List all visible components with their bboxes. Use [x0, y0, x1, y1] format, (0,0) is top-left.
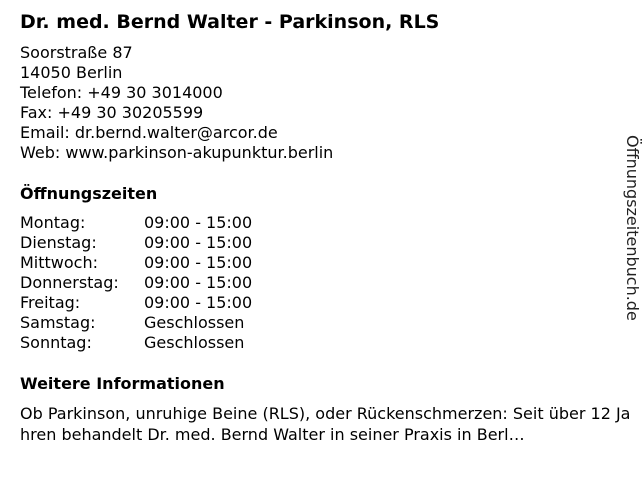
hours-time: 09:00 - 15:00 — [144, 233, 253, 252]
hours-time: 09:00 - 15:00 — [144, 253, 253, 272]
hours-row — [20, 273, 252, 293]
hours-row — [20, 313, 252, 333]
hours-time: 09:00 - 15:00 — [144, 213, 253, 232]
hours-day: Mittwoch: — [20, 253, 98, 272]
address-city: 14050 Berlin — [20, 63, 123, 82]
hours-row — [20, 233, 252, 253]
website-address: Web: www.parkinson-akupunktur.berlin — [20, 143, 334, 162]
hours-row — [20, 333, 252, 353]
hours-time: Geschlossen — [144, 313, 245, 332]
description-text: Ob Parkinson, unruhige Beine (RLS), oder Rückenschmerzen: Seit über 12 Jahren behandelt Dr. med. Bernd Walter in seiner Praxis in Berl… — [20, 404, 631, 444]
hours-time: Geschlossen — [144, 333, 245, 352]
opening-hours-heading: Öffnungszeiten — [20, 184, 158, 203]
hours-row — [20, 213, 252, 233]
hours-day: Sonntag: — [20, 333, 92, 352]
phone-number: Telefon: +49 30 3014000 — [20, 83, 223, 102]
fax-number: Fax: +49 30 30205599 — [20, 103, 204, 122]
page-title: Dr. med. Bernd Walter - Parkinson, RLS — [20, 11, 440, 33]
hours-time: 09:00 - 15:00 — [144, 273, 253, 292]
email-address: Email: dr.bernd.walter@arcor.de — [20, 123, 278, 142]
more-info-heading: Weitere Informationen — [20, 374, 225, 393]
contact-block — [20, 43, 333, 163]
hours-day: Montag: — [20, 213, 86, 232]
hours-day: Samstag: — [20, 313, 96, 332]
opening-hours-table — [20, 213, 252, 353]
hours-day: Freitag: — [20, 293, 81, 312]
hours-row — [20, 253, 252, 273]
hours-day: Dienstag: — [20, 233, 97, 252]
address-street: Soorstraße 87 — [20, 43, 133, 62]
site-watermark-label: Öffnungszeitenbuch.de — [623, 135, 642, 321]
hours-row — [20, 293, 252, 313]
hours-time: 09:00 - 15:00 — [144, 293, 253, 312]
hours-day: Donnerstag: — [20, 273, 119, 292]
